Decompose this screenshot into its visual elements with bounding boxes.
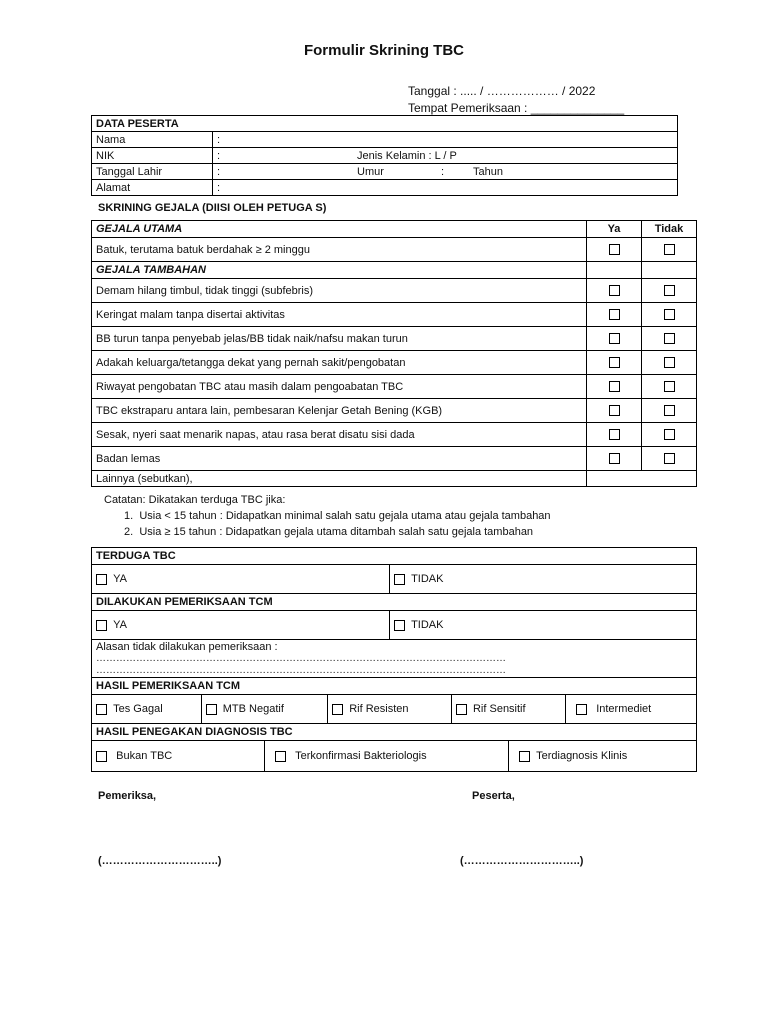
checkbox-tidak[interactable] — [664, 405, 675, 416]
alasan-dots-2: …………………………………………………………………………………………………………… — [96, 665, 506, 676]
checkbox-icon[interactable] — [519, 751, 530, 762]
nik-colon: : — [217, 149, 221, 162]
option-label: Terdiagnosis Klinis — [536, 750, 628, 762]
catatan-intro: Catatan: Dikatakan terduga TBC jika: — [104, 494, 286, 506]
option-label: MTB Negatif — [222, 703, 284, 715]
tcm-option-tes-gagal[interactable] — [92, 695, 202, 724]
alasan-dots-1: …………………………………………………………………………………………………………… — [96, 653, 506, 664]
symptom-label: Badan lemas — [92, 447, 587, 471]
checkbox-icon[interactable] — [96, 620, 107, 631]
form-title: Formulir Skrining TBC — [303, 42, 464, 59]
diagnosis-heading: HASIL PENEGAKAN DIAGNOSIS TBC — [92, 724, 697, 741]
tempat-pemeriksaan-field[interactable]: Tempat Pemeriksaan : ______________ — [408, 101, 625, 115]
symptom-label: BB turun tanpa penyebab jelas/BB tidak naik/nafsu makan turun — [92, 327, 587, 351]
checkbox-icon[interactable] — [394, 574, 405, 585]
tcm-tidak-option[interactable] — [389, 611, 696, 640]
option-label: Tes Gagal — [113, 703, 163, 715]
option-label: Intermediet — [596, 703, 652, 715]
table-row — [92, 399, 697, 423]
symptom-label: Keringat malam tanpa disertai aktivitas — [92, 303, 587, 327]
hasil-tcm-heading: HASIL PEMERIKSAAN TCM — [92, 678, 697, 695]
checkbox-icon[interactable] — [332, 704, 343, 715]
checkbox-icon[interactable] — [394, 620, 405, 631]
nama-colon: : — [217, 133, 221, 146]
checkbox-icon[interactable] — [96, 574, 107, 585]
terduga-ya-option[interactable] — [92, 565, 390, 594]
alamat-colon: : — [217, 181, 221, 194]
peserta-label: Peserta, — [472, 790, 515, 802]
nik-label: NIK — [92, 148, 213, 164]
checkbox-ya[interactable] — [609, 381, 620, 392]
col-tidak: Tidak — [642, 221, 697, 238]
alasan-label: Alasan tidak dilakukan pemeriksaan : — [96, 641, 278, 653]
tcm-tidak-label: TIDAK — [411, 619, 444, 631]
table-row — [92, 423, 697, 447]
tcm-heading: DILAKUKAN PEMERIKSAAN TCM — [92, 594, 697, 611]
table-row — [92, 303, 697, 327]
checkbox-ya[interactable] — [609, 285, 620, 296]
option-label: Rif Sensitif — [472, 703, 526, 715]
checkbox-ya[interactable] — [609, 244, 620, 255]
symptom-label: Adakah keluarga/tetangga dekat yang pernah sakit/pengobatan — [92, 351, 587, 375]
catatan-number: 1. — [124, 510, 134, 522]
checkbox-ya[interactable] — [609, 357, 620, 368]
alamat-label: Alamat — [92, 180, 213, 196]
tanggal-field[interactable]: Tanggal : ..... / ……………… / 2022 — [408, 84, 596, 98]
tanggal-lahir-label: Tanggal Lahir — [92, 164, 213, 180]
checkbox-icon[interactable] — [96, 751, 107, 762]
checkbox-tidak[interactable] — [664, 285, 675, 296]
symptom-label: Demam hilang timbul, tidak tinggi (subfebris) — [92, 279, 587, 303]
table-row — [92, 327, 697, 351]
umur-tahun[interactable]: Tahun — [469, 164, 678, 180]
tanggal-lahir-field[interactable] — [213, 164, 354, 180]
terduga-ya-label: YA — [113, 573, 127, 585]
data-peserta-heading: DATA PESERTA — [92, 116, 678, 132]
checkbox-tidak[interactable] — [664, 453, 675, 464]
list-item — [124, 510, 551, 522]
checkbox-icon[interactable] — [275, 751, 286, 762]
checkbox-icon[interactable] — [576, 704, 587, 715]
tanggal-lahir-colon: : — [217, 165, 221, 178]
pemeriksa-signature-line[interactable]: (…………………………..) — [98, 855, 222, 867]
diagnosis-option-klinis[interactable] — [508, 741, 696, 772]
tcm-option-rif-resisten[interactable] — [328, 695, 452, 724]
jenis-kelamin[interactable]: Jenis Kelamin : L / P — [353, 148, 678, 164]
table-row — [92, 375, 697, 399]
terduga-tidak-label: TIDAK — [411, 573, 444, 585]
checkbox-ya[interactable] — [609, 309, 620, 320]
diagnosis-option-bukan-tbc[interactable] — [92, 741, 265, 772]
checkbox-tidak[interactable] — [664, 309, 675, 320]
table-row — [92, 447, 697, 471]
alamat-field[interactable] — [213, 180, 678, 196]
option-label: Bukan TBC — [116, 750, 173, 762]
catatan-text: Usia < 15 tahun : Didapatkan minimal salah satu gejala utama atau gejala tambahan — [139, 510, 551, 522]
terduga-tidak-option[interactable] — [389, 565, 696, 594]
alasan-field[interactable] — [92, 640, 697, 678]
umur-colon: : — [437, 164, 469, 180]
checkbox-ya[interactable] — [609, 405, 620, 416]
checkbox-ya[interactable] — [609, 453, 620, 464]
checkbox-ya[interactable] — [609, 333, 620, 344]
catatan-text: Usia ≥ 15 tahun : Didapatkan gejala utama ditambah salah satu gejala tambahan — [139, 526, 534, 538]
checkbox-tidak[interactable] — [664, 429, 675, 440]
checkbox-icon[interactable] — [206, 704, 217, 715]
nama-label: Nama — [92, 132, 213, 148]
symptom-label: Batuk, terutama batuk berdahak ≥ 2 minggu — [92, 238, 587, 262]
diagnosis-option-bakteriologis[interactable] — [264, 741, 508, 772]
tcm-option-rif-sensitif[interactable] — [451, 695, 565, 724]
table-row — [92, 351, 697, 375]
nama-field[interactable] — [213, 132, 678, 148]
tcm-ya-label: YA — [113, 619, 127, 631]
option-label: Rif Resisten — [349, 703, 409, 715]
checkbox-tidak[interactable] — [664, 381, 675, 392]
symptom-label: Sesak, nyeri saat menarik napas, atau rasa berat disatu sisi dada — [92, 423, 587, 447]
option-label: Terkonfirmasi Bakteriologis — [295, 750, 427, 762]
symptom-label: Riwayat pengobatan TBC atau masih dalam pengoabatan TBC — [92, 375, 587, 399]
pemeriksa-label: Pemeriksa, — [98, 790, 157, 802]
nik-field[interactable] — [213, 148, 354, 164]
table-row — [92, 471, 697, 487]
checkbox-tidak[interactable] — [664, 244, 675, 255]
symptom-label: TBC ekstraparu antara lain, pembesaran Kelenjar Getah Bening (KGB) — [92, 399, 587, 423]
gejala-utama-heading: GEJALA UTAMA — [92, 221, 587, 238]
hasil-table — [91, 547, 697, 772]
checkbox-ya[interactable] — [609, 429, 620, 440]
col-ya: Ya — [587, 221, 642, 238]
lainnya-field[interactable]: Lainnya (sebutkan), — [92, 471, 587, 487]
table-row — [92, 279, 697, 303]
skrining-table — [91, 220, 697, 487]
checkbox-icon[interactable] — [456, 704, 467, 715]
checkbox-icon[interactable] — [96, 704, 107, 715]
umur-label: Umur — [353, 164, 437, 180]
checkbox-tidak[interactable] — [664, 357, 675, 368]
data-peserta-table — [91, 115, 678, 196]
tcm-option-mtb-negatif[interactable] — [201, 695, 327, 724]
tcm-option-intermediet[interactable] — [565, 695, 696, 724]
skrining-heading: SKRINING GEJALA (DIISI OLEH PETUGA S) — [98, 202, 327, 214]
table-row — [92, 238, 697, 262]
checkbox-tidak[interactable] — [664, 333, 675, 344]
list-item — [124, 526, 533, 538]
catatan-number: 2. — [124, 526, 134, 538]
terduga-heading: TERDUGA TBC — [92, 548, 697, 565]
tcm-ya-option[interactable] — [92, 611, 390, 640]
peserta-signature-line[interactable]: (…………………………..) — [460, 855, 584, 867]
gejala-tambahan-heading: GEJALA TAMBAHAN — [92, 262, 587, 279]
